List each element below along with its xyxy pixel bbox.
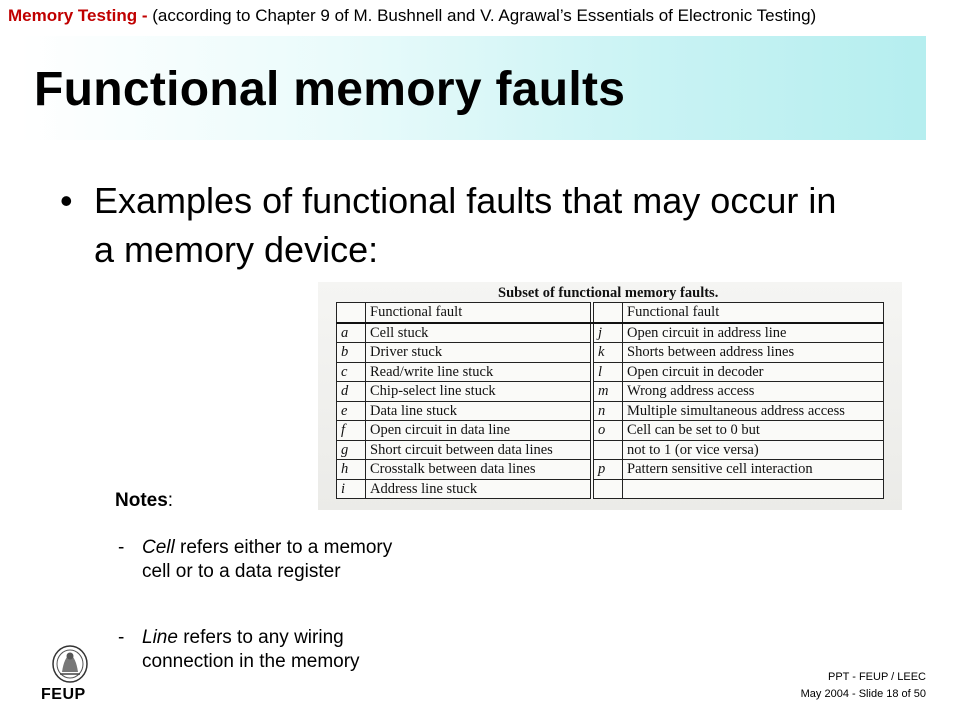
header-topic	[8, 6, 816, 26]
note-term: Cell	[142, 537, 175, 558]
bullet-dot: •	[60, 180, 73, 221]
note-body	[142, 626, 418, 674]
table-caption: Subset of functional memory faults.	[498, 285, 719, 301]
note-text: refers to any wiring connection in the memory	[142, 627, 360, 672]
fault-description: Pattern sensitive cell interaction	[623, 460, 884, 480]
table-row	[337, 323, 884, 343]
fault-description: Open circuit in address line	[623, 323, 884, 343]
fault-label: n	[594, 401, 623, 421]
bullet-item	[60, 176, 860, 274]
fault-label: g	[337, 440, 366, 460]
table-row	[337, 343, 884, 363]
fault-label: d	[337, 382, 366, 402]
note-dash: -	[118, 627, 125, 648]
functional-faults-table	[336, 302, 884, 499]
fault-label: i	[337, 479, 366, 499]
fault-description: Multiple simultaneous address access	[623, 401, 884, 421]
fault-description	[623, 479, 884, 499]
table-header-row	[337, 303, 884, 323]
fault-description: Short circuit between data lines	[366, 440, 591, 460]
slide-title: Functional memory faults	[34, 63, 626, 116]
fault-description: Cell stuck	[366, 323, 591, 343]
fault-label: m	[594, 382, 623, 402]
notes-title-colon: :	[167, 490, 174, 511]
fault-label: j	[594, 323, 623, 343]
notes-title	[115, 490, 173, 512]
fault-description: Open circuit in decoder	[623, 362, 884, 382]
header-topic-rest: (according to Chapter 9 of M. Bushnell and V. Agrawal’s Essentials of Electronic Testing)	[147, 6, 817, 25]
table-row	[337, 460, 884, 480]
fault-label: f	[337, 421, 366, 441]
fault-label: l	[594, 362, 623, 382]
fault-label: h	[337, 460, 366, 480]
note-dash: -	[118, 537, 125, 558]
footer-course: PPT - FEUP / LEEC	[827, 671, 926, 683]
fault-label: o	[594, 421, 623, 441]
table-row	[337, 382, 884, 402]
fault-label: k	[594, 343, 623, 363]
table-row	[337, 362, 884, 382]
note-text: refers either to a memory cell or to a data register	[142, 537, 393, 582]
fault-label: a	[337, 323, 366, 343]
fault-description: not to 1 (or vice versa)	[623, 440, 884, 460]
footer-slide-info: May 2004 - Slide 18 of 50	[800, 688, 926, 700]
fault-description: Crosstalk between data lines	[366, 460, 591, 480]
fault-description: Address line stuck	[366, 479, 591, 499]
header-topic-bold: Memory Testing -	[8, 6, 148, 25]
fault-label	[594, 440, 623, 460]
bullet-text: Examples of functional faults that may occur in a memory device:	[94, 180, 837, 270]
fault-description: Read/write line stuck	[366, 362, 591, 382]
table-row	[337, 440, 884, 460]
table-row	[337, 479, 884, 499]
fault-label: e	[337, 401, 366, 421]
fault-description: Chip-select line stuck	[366, 382, 591, 402]
fault-label: c	[337, 362, 366, 382]
note-body	[142, 536, 418, 584]
fault-description: Data line stuck	[366, 401, 591, 421]
note-cell	[118, 536, 418, 584]
fault-description: Driver stuck	[366, 343, 591, 363]
fault-description: Wrong address access	[623, 382, 884, 402]
note-term: Line	[142, 627, 178, 648]
logo-text: FEUP	[41, 686, 86, 703]
fault-description: Open circuit in data line	[366, 421, 591, 441]
fault-label: p	[594, 460, 623, 480]
note-line	[118, 626, 418, 674]
table-header-label-cell	[337, 303, 366, 323]
table-header-label-cell	[594, 303, 623, 323]
fault-label	[594, 479, 623, 499]
fault-description: Shorts between address lines	[623, 343, 884, 363]
fault-description: Cell can be set to 0 but	[623, 421, 884, 441]
table-header-cell: Functional fault	[623, 303, 884, 323]
table-header-cell: Functional fault	[366, 303, 591, 323]
table-row	[337, 421, 884, 441]
fault-label: b	[337, 343, 366, 363]
table-row	[337, 401, 884, 421]
notes-title-label: Notes	[115, 490, 168, 511]
